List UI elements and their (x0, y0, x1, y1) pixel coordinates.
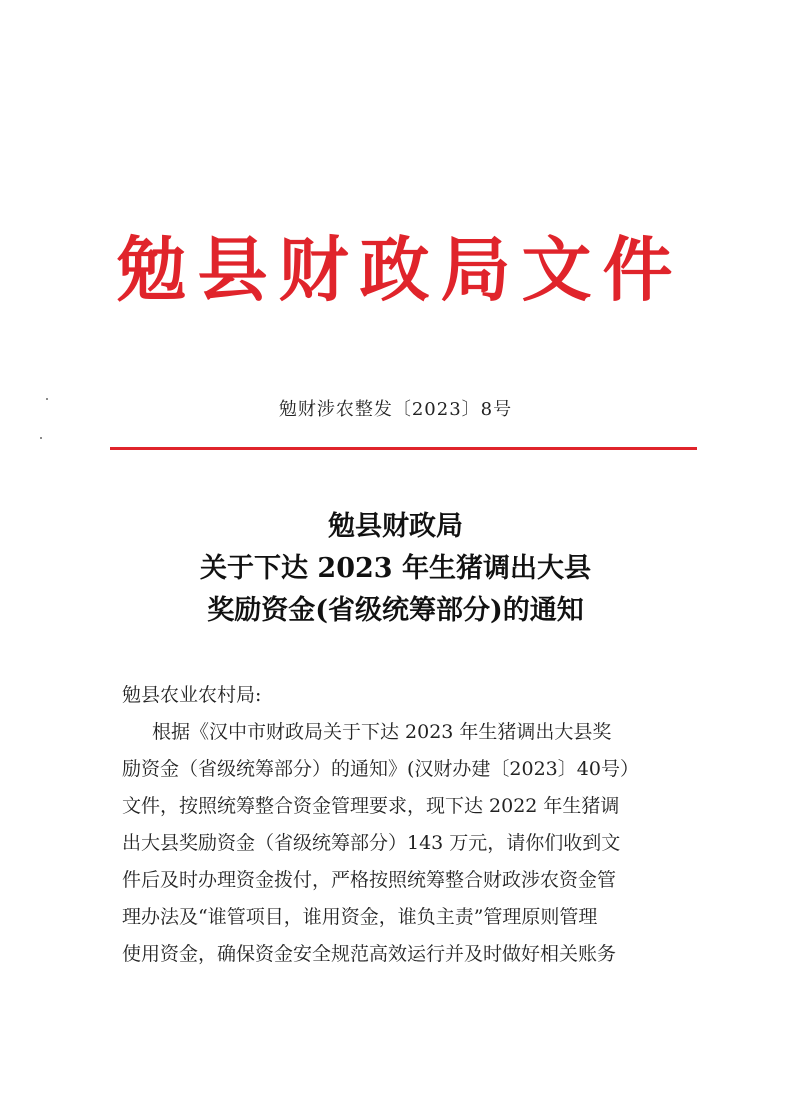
body-line: 文件，按照统筹整合资金管理要求，现下达 2022 年生猪调 (122, 795, 620, 817)
body-line: 根据《汉中市财政局关于下达 2023 年生猪调出大县奖 (152, 721, 612, 743)
body-line: 出大县奖励资金（省级统筹部分）143 万元，请你们收到文 (122, 832, 621, 854)
body-line: 励资金（省级统筹部分）的通知》(汉财办建〔2023〕40号） (122, 758, 639, 780)
recipient-line: 勉县农业农村局: (122, 684, 262, 706)
notice-title-line: 奖励资金(省级统筹部分)的通知 (207, 595, 584, 626)
body-paragraph (122, 714, 682, 973)
body-line: 件后及时办理资金拨付，严格按照统筹整合财政涉农资金管 (122, 869, 617, 891)
document-number: 勉财涉农整发〔2023〕8号 (278, 399, 513, 420)
notice-title-line: 关于下达 2023 年生猪调出大县 (200, 553, 591, 584)
body-line: 理办法及“谁管项目，谁用资金，谁负主责”管理原则管理 (122, 906, 598, 928)
scan-speck (40, 437, 42, 439)
notice-title (0, 506, 791, 632)
header-divider (110, 447, 697, 450)
body-line: 使用资金，确保资金安全规范高效运行并及时做好相关账务 (122, 943, 617, 965)
document-header-title: 勉县财政局文件 (116, 228, 684, 311)
notice-title-line: 勉县财政局 (328, 511, 463, 542)
